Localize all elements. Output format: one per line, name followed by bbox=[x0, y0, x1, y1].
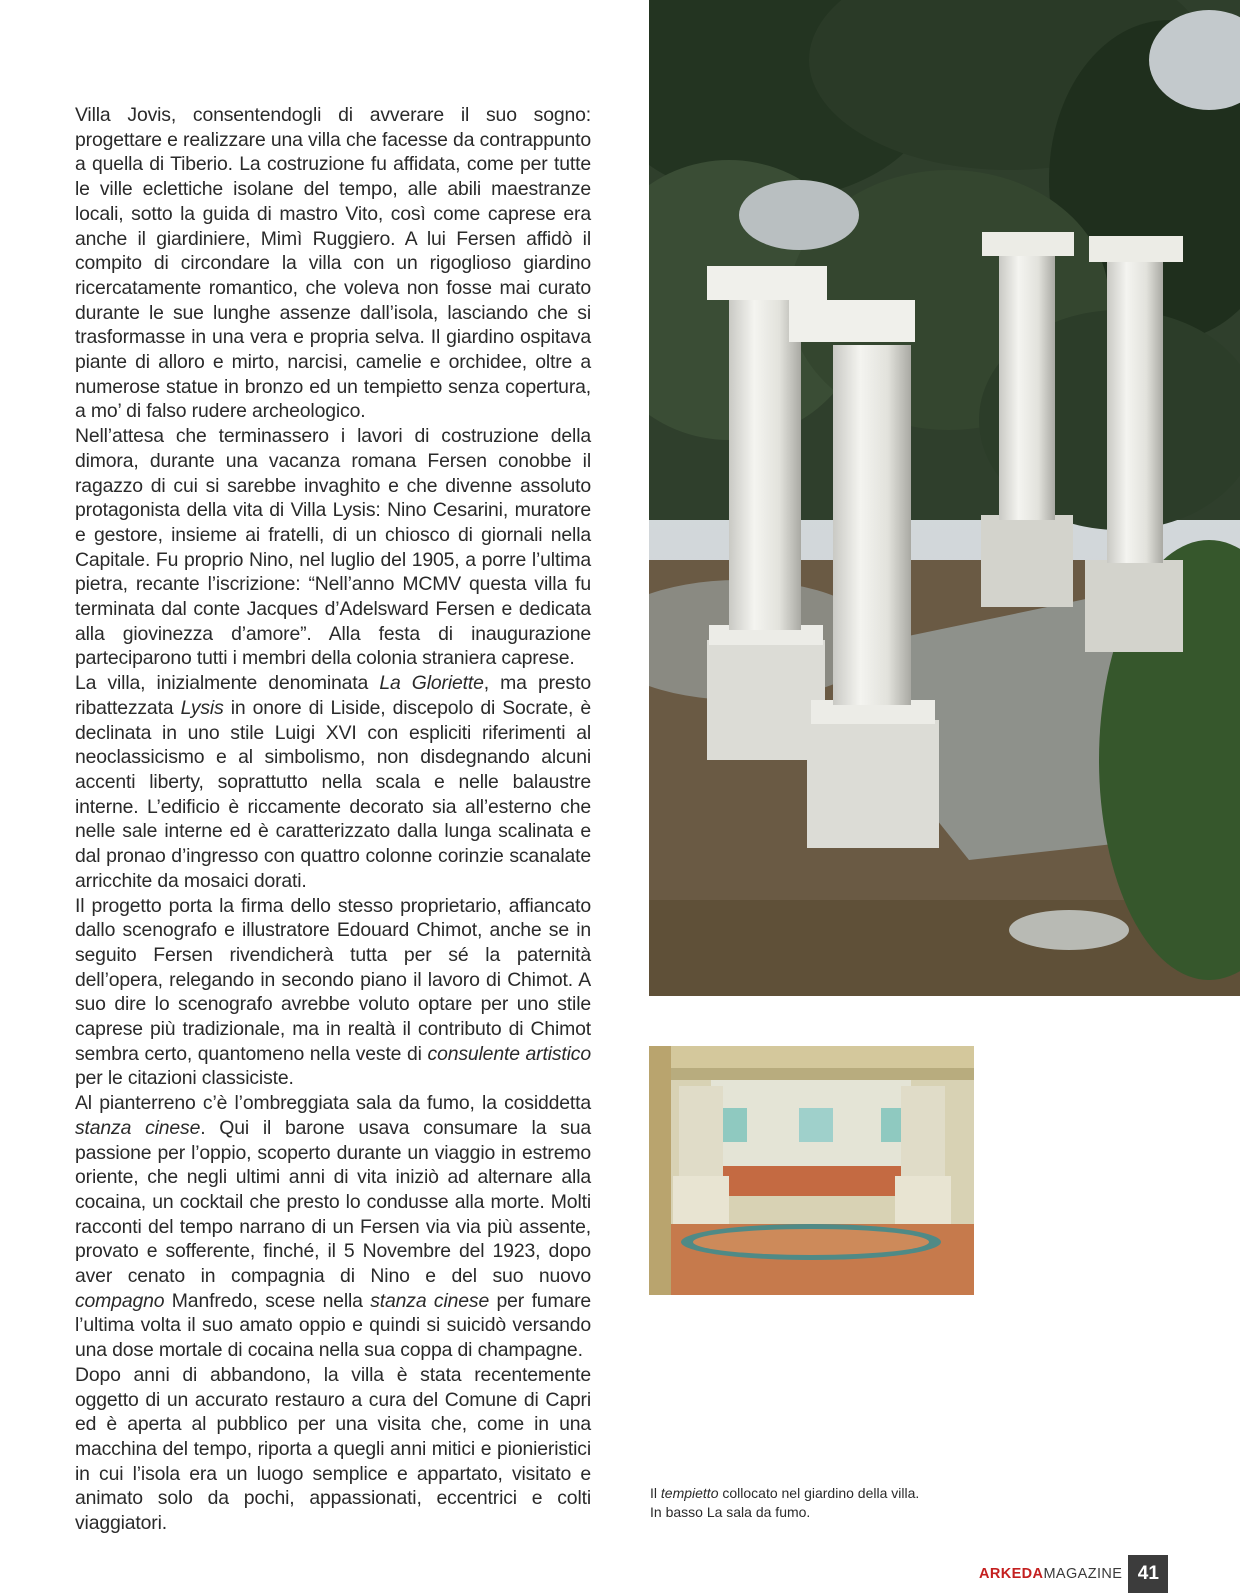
text-run: La villa, inizialmente denominata bbox=[75, 672, 380, 695]
text-run: Il bbox=[650, 1485, 661, 1501]
smoking-room-photo bbox=[649, 1046, 974, 1295]
brand-part-2: MAGAZINE bbox=[1043, 1566, 1123, 1582]
text-run: Manfredo, scese nella bbox=[164, 1289, 371, 1312]
text-run: Villa Jovis, consentendogli di avverare il suo sogno: progettare e realizzare una villa che facesse da contrappunto a quella di Tiberio. La costruzione fu affidata, come per tutte le ville eclettiche isolane del tempo, alle abili maestranze locali, sotto la guida di mastro Vito, così come caprese era anche il giardiniere, Mimì Ruggiero. A lui Fersen affidò il compito di circondare la villa con un rigoglioso giardino ricercatamente romantico, che voleva non fosse mai curato durante le sue lunghe assenze dall’isola, lasciando che si trasformasse in una vera e propria selva. Il giardino ospitava piante di alloro e mirto, narcisi, camelie e orchidee, oltre a numerose statue in bronzo ed un tempietto senza copertura, a mo’ di falso rudere archeologico. bbox=[75, 104, 591, 423]
text-run: collocato nel giardino della villa. bbox=[718, 1485, 920, 1501]
magazine-brand bbox=[979, 1566, 1122, 1582]
caption-line-2: In basso La sala da fumo. bbox=[650, 1504, 811, 1520]
article-paragraph bbox=[75, 671, 591, 893]
text-run: per le citazioni classiciste. bbox=[75, 1067, 294, 1090]
text-run: per fumare l’ultima volta il suo amato oppio e quindi si suicidò versando una dose mortale di cocaina nella sua coppa di champagne. bbox=[75, 1289, 592, 1362]
italic-run: stanza cinese bbox=[370, 1289, 490, 1312]
article-paragraph bbox=[75, 103, 591, 424]
page-footer bbox=[979, 1555, 1168, 1593]
article-paragraph bbox=[75, 1363, 591, 1536]
text-run: , ma presto ribattezzata bbox=[75, 672, 591, 719]
italic-run: Lysis bbox=[180, 696, 224, 719]
italic-run: compagno bbox=[75, 1289, 165, 1312]
italic-run: tempietto bbox=[660, 1485, 719, 1501]
article-paragraph bbox=[75, 424, 591, 671]
page-number: 41 bbox=[1128, 1555, 1168, 1593]
text-run: . Qui il barone usava consumare la sua passione per l’oppio, scoperto durante un viaggio in estremo oriente, che negli ultimi anni di vita iniziò ad alternare alla cocaina, un cocktail che presto lo condusse alla morte. Molti racconti del tempo narrano di un Fersen via via più assente, provato e sofferente, finché, il 5 Novembre del 1923, dopo aver cenato in compagnia di Nino e del suo nuovo bbox=[75, 1116, 591, 1288]
text-run: Nell’attesa che terminassero i lavori di costruzione della dimora, durante una vacanza romana Fersen conobbe il ragazzo di cui si sarebbe invaghito e che divenne assoluto protagonista della vita di Villa Lysis: Nino Cesarini, muratore e gestore, insieme ai fratelli, di un chiosco di giornali nella Capitale. Fu proprio Nino, nel luglio del 1905, a porre l’ultima pietra, recante l’iscrizione: “Nell’anno MCMV questa villa fu terminata dal conte Jacques d’Adelsward Fersen e dedicata alla giovinezza d’amore”. Alla festa di inaugurazione parteciparono tutti i membri della colonia straniera caprese. bbox=[75, 425, 591, 670]
caption-line-1 bbox=[650, 1484, 990, 1503]
brand-part-1: ARKEDA bbox=[979, 1566, 1044, 1582]
italic-run: La Gloriette bbox=[379, 672, 484, 695]
photo-caption bbox=[650, 1484, 990, 1522]
article-paragraph bbox=[75, 894, 591, 1092]
text-run: Dopo anni di abbandono, la villa è stata recentemente oggetto di un accurato restauro a cura del Comune di Capri ed è aperta al pubblico per una visita che, come in una macchina del tempo, riporta a quegli anni mitici e pionieristici in cui l’isola era un luogo semplice e appartato, visitato e animato solo da pochi, appassionati, eccentrici e colti viaggiatori. bbox=[75, 1363, 591, 1535]
article-body bbox=[75, 103, 591, 1536]
text-run: Il progetto porta la firma dello stesso proprietario, affiancato dallo scenografo e illustratore Edouard Chimot, anche se in seguito Fersen rivendicherà tutta per sé la paternità dell’opera, relegando in secondo piano il lavoro di Chimot. A suo dire lo scenografo avrebbe voluto optare per uno stile caprese più tradizionale, ma in realtà il contributo di Chimot sembra certo, quantomeno nella veste di bbox=[75, 894, 591, 1065]
text-run: Al pianterreno c’è l’ombreggiata sala da fumo, la cosiddetta bbox=[75, 1092, 591, 1115]
italic-run: consulente artistico bbox=[427, 1042, 591, 1065]
tempietto-photo bbox=[649, 0, 1240, 996]
italic-run: stanza cinese bbox=[75, 1116, 201, 1139]
text-run: in onore di Liside, discepolo di Socrate, è declinata in uno stile Luigi XVI con espliciti riferimenti al neoclassicismo e al simbolismo, non disdegnando alcuni accenti liberty, soprattutto nella scala e nelle balaustre interne. L’edificio è riccamente decorato sia all’esterno che nelle sale interne ed è caratterizzato dalla lunga scalinata e dal pronao d’ingresso con quattro colonne corinzie scanalate arricchite da mosaici dorati. bbox=[75, 696, 591, 892]
article-paragraph bbox=[75, 1091, 591, 1363]
